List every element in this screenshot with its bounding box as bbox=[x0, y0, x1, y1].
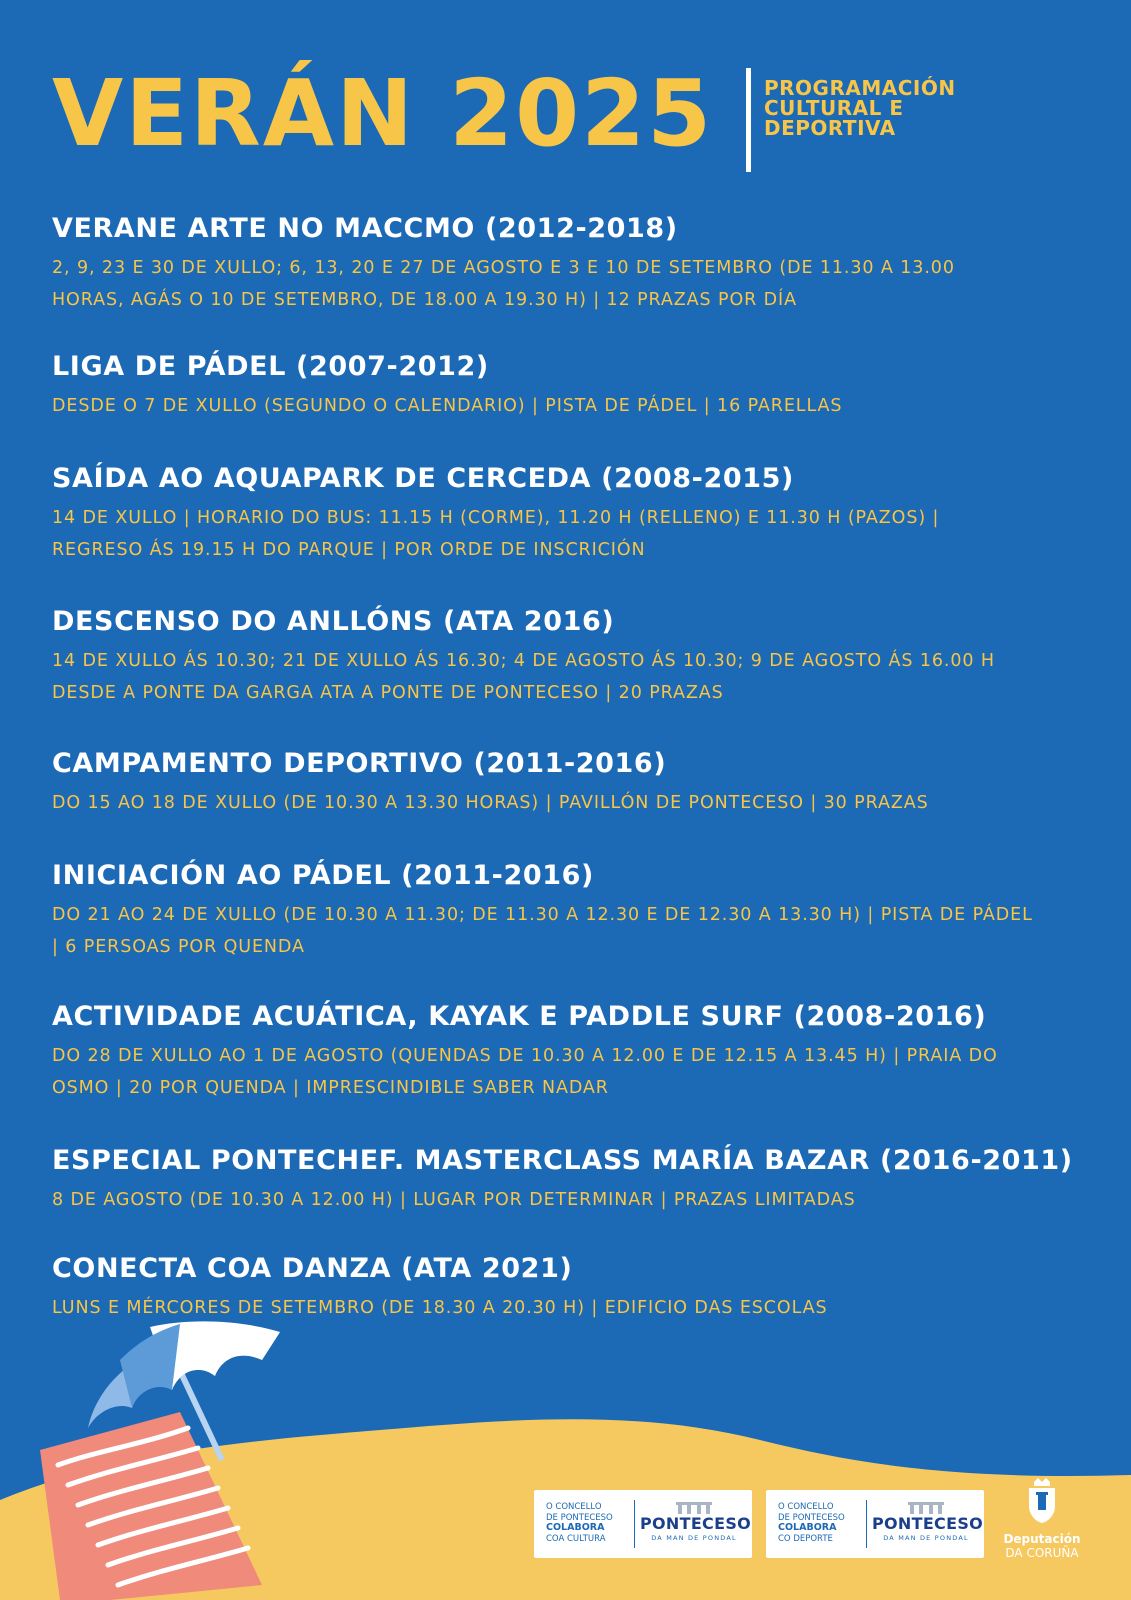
event-item bbox=[52, 462, 1112, 566]
event-details bbox=[52, 502, 1082, 566]
bridge-icon bbox=[908, 1502, 944, 1514]
subtitle-line: CULTURAL E bbox=[764, 96, 904, 120]
poster-subtitle bbox=[764, 78, 956, 138]
ponteceso-brand bbox=[640, 1502, 752, 1542]
event-detail-line: REGRESO ÁS 19.15 H DO PARQUE | POR ORDE DE INSCRICIÓN bbox=[52, 540, 646, 560]
logo-divider bbox=[866, 1500, 867, 1548]
event-detail-line: 2, 9, 23 E 30 DE XULLO; 6, 13, 20 E 27 DE AGOSTO E 3 E 10 DE SETEMBRO (DE 11.30 A 13.00 bbox=[52, 258, 955, 278]
logo-caption-line: DE PONTECESO bbox=[778, 1512, 845, 1523]
brand-tagline: DA MAN DE PONDAL bbox=[883, 1534, 969, 1542]
event-detail-line: 8 DE AGOSTO (DE 10.30 A 12.00 H) | LUGAR POR DETERMINAR | PRAZAS LIMITADAS bbox=[52, 1190, 856, 1210]
event-detail-line: DESDE O 7 DE XULLO (SEGUNDO O CALENDARIO) | PISTA DE PÁDEL | 16 PARELLAS bbox=[52, 396, 843, 416]
logo-caption-line: O CONCELLO bbox=[778, 1502, 834, 1512]
event-item bbox=[52, 1000, 1112, 1104]
event-item bbox=[52, 212, 1112, 316]
logo-caption bbox=[546, 1502, 630, 1544]
brand-name: PONTECESO bbox=[640, 1514, 752, 1533]
logo-caption-line: O CONCELLO bbox=[546, 1502, 602, 1512]
event-details bbox=[52, 787, 1082, 819]
event-details bbox=[52, 1040, 1082, 1104]
event-title: CONECTA COA DANZA (ATA 2021) bbox=[52, 1253, 573, 1284]
brand-name: PONTECESO bbox=[872, 1514, 984, 1533]
event-item bbox=[52, 605, 1112, 709]
event-detail-line: DO 21 AO 24 DE XULLO (DE 10.30 A 11.30; DE 11.30 A 12.30 E DE 12.30 A 13.30 H) | PISTA DE PÁDEL bbox=[52, 905, 1033, 925]
event-details bbox=[52, 645, 1082, 709]
header-divider bbox=[746, 68, 751, 172]
event-detail-line: | 6 PERSOAS POR QUENDA bbox=[52, 937, 305, 957]
event-detail-line: 14 DE XULLO ÁS 10.30; 21 DE XULLO ÁS 16.30; 4 DE AGOSTO ÁS 10.30; 9 DE AGOSTO ÁS 16.00 H bbox=[52, 651, 995, 671]
subtitle-line: PROGRAMACIÓN bbox=[764, 76, 956, 100]
logo-caption-line: COLABORA bbox=[546, 1522, 605, 1533]
deputacion-place: DA CORUÑA bbox=[1005, 1546, 1079, 1560]
event-detail-line: DESDE A PONTE DA GARGA ATA A PONTE DE PONTECESO | 20 PRAZAS bbox=[52, 683, 724, 703]
logo-caption-line: CO DEPORTE bbox=[778, 1533, 833, 1544]
deputacion-logo bbox=[1000, 1476, 1084, 1560]
event-title: DESCENSO DO ANLLÓNS (ATA 2016) bbox=[52, 606, 615, 637]
deputacion-name: Deputación bbox=[1003, 1532, 1081, 1546]
event-title: ESPECIAL PONTECHEF. MASTERCLASS MARÍA BAZAR (2016-2011) bbox=[52, 1145, 1073, 1176]
beach-towel bbox=[40, 1412, 262, 1600]
logo-caption-line: DE PONTECESO bbox=[546, 1512, 613, 1523]
ponteceso-culture-logo bbox=[534, 1490, 752, 1558]
ponteceso-brand bbox=[872, 1502, 984, 1542]
bridge-icon bbox=[676, 1502, 712, 1514]
event-title: VERANE ARTE NO MACCMO (2012-2018) bbox=[52, 213, 678, 244]
poster-title: VERÁN 2025 bbox=[52, 60, 714, 167]
logo-caption-line: COLABORA bbox=[778, 1522, 837, 1533]
logo-caption-line: COA CULTURA bbox=[546, 1533, 606, 1544]
event-detail-line: LUNS E MÉRCORES DE SETEMBRO (DE 18.30 A 20.30 H) | EDIFICIO DAS ESCOLAS bbox=[52, 1298, 828, 1318]
event-details bbox=[52, 390, 1082, 422]
event-detail-line: HORAS, AGÁS O 10 DE SETEMBRO, DE 18.00 A 19.30 H) | 12 PRAZAS POR DÍA bbox=[52, 290, 797, 310]
event-item bbox=[52, 1144, 1112, 1216]
logo-divider bbox=[634, 1500, 635, 1548]
event-title: CAMPAMENTO DEPORTIVO (2011-2016) bbox=[52, 748, 667, 779]
ponteceso-sport-logo bbox=[766, 1490, 984, 1558]
event-detail-line: DO 28 DE XULLO AO 1 DE AGOSTO (QUENDAS DE 10.30 A 12.00 E DE 12.15 A 13.45 H) | PRAIA DO bbox=[52, 1046, 998, 1066]
event-title: LIGA DE PÁDEL (2007-2012) bbox=[52, 351, 489, 382]
event-title: SAÍDA AO AQUAPARK DE CERCEDA (2008-2015) bbox=[52, 463, 794, 494]
coat-of-arms-icon bbox=[1025, 1476, 1059, 1524]
event-details bbox=[52, 252, 1082, 316]
event-item bbox=[52, 350, 1112, 422]
event-details bbox=[52, 1184, 1082, 1216]
event-detail-line: OSMO | 20 POR QUENDA | IMPRESCINDIBLE SABER NADAR bbox=[52, 1078, 609, 1098]
event-title: ACTIVIDADE ACUÁTICA, KAYAK E PADDLE SURF (2008-2016) bbox=[52, 1001, 987, 1032]
event-details bbox=[52, 899, 1082, 963]
subtitle-line: DEPORTIVA bbox=[764, 116, 896, 140]
logo-caption bbox=[778, 1502, 862, 1544]
event-item bbox=[52, 859, 1112, 963]
event-detail-line: DO 15 AO 18 DE XULLO (DE 10.30 A 13.30 HORAS) | PAVILLÓN DE PONTECESO | 30 PRAZAS bbox=[52, 793, 929, 813]
brand-tagline: DA MAN DE PONDAL bbox=[651, 1534, 737, 1542]
event-item bbox=[52, 747, 1112, 819]
event-detail-line: 14 DE XULLO | HORARIO DO BUS: 11.15 H (CORME), 11.20 H (RELLENO) E 11.30 H (PAZOS) | bbox=[52, 508, 940, 528]
event-title: INICIACIÓN AO PÁDEL (2011-2016) bbox=[52, 860, 594, 891]
